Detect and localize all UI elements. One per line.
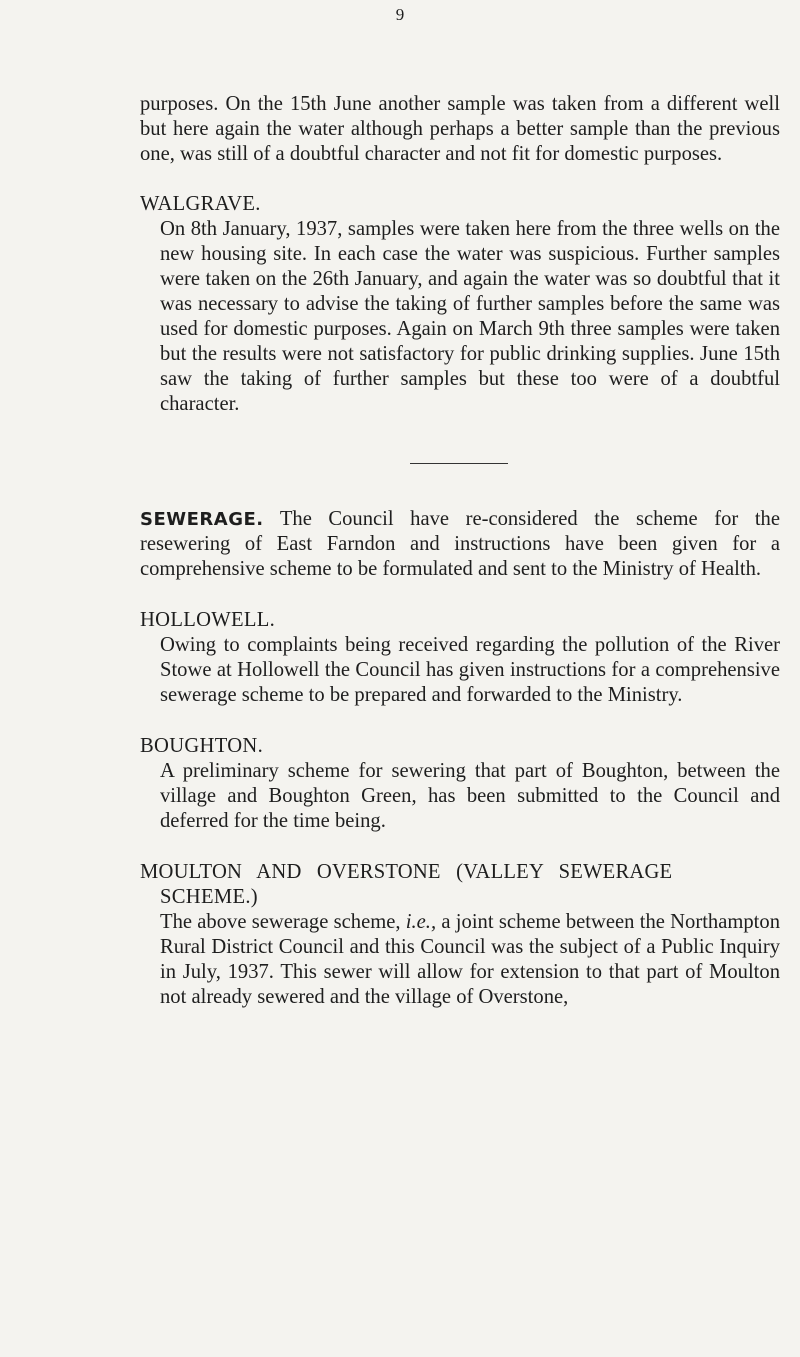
sewerage-heading: SEWERAGE. [140,509,264,530]
page-number: 9 [395,5,405,24]
moulton-paragraph [160,910,780,1010]
moulton-text-italic: i.e., [405,911,437,933]
sewerage-text: The Council have re-considered the scheme for the resewering of East Farndon and instructions have been given for a comprehensive scheme to be formulated and sent to the Ministry of Health. [140,508,780,580]
sewerage-paragraph [140,507,780,582]
moulton-heading-line1: MOULTON AND OVERSTONE (VALLEY SEWERAGE [140,861,673,883]
hollowell-section [140,608,780,708]
boughton-paragraph: A preliminary scheme for sewering that part of Boughton, between the village and Boughton Green, has been submitted to the Council and deferred for the time being. [160,760,780,832]
moulton-text-end: a joint scheme between the Northampton Rural District Council and this Council was the subject of a Public Inquiry in July, 1937. This sewer will allow for extension to that part of Moulton not already sewered and the village of Overstone, [160,911,780,1008]
boughton-heading: BOUGHTON. [140,735,264,757]
moulton-section [140,860,780,1010]
walgrave-heading: WALGRAVE. [140,193,261,215]
moulton-text-start: The above sewerage scheme, [160,911,406,933]
walgrave-section [140,192,780,417]
walgrave-paragraph: On 8th January, 1937, samples were taken here from the three wells on the new housing site. In each case the water was suspicious. Further samples were taken on the 26th January, and again the water was so doubtful that it was necessary to advise the taking of further samples before the same was used for domestic purposes. Again on March 9th three samples were taken but the results were not satisfactory for public drinking supplies. June 15th saw the taking of further samples but these too were of a doubtful character. [160,218,780,415]
page-content [140,92,780,1036]
boughton-section [140,734,780,834]
hollowell-paragraph: Owing to complaints being received regarding the pollution of the River Stowe at Hollowell the Council has given instructions for a comprehensive sewerage scheme to be prepared and forwarded to the Ministry. [160,634,780,706]
moulton-heading-line2: SCHEME.) [160,886,258,908]
hollowell-heading: HOLLOWELL. [140,609,276,631]
section-divider [410,463,508,464]
intro-paragraph: purposes. On the 15th June another sample was taken from a different well but here again the water although perhaps a better sample than the previous one, was still of a doubtful character and not fit for domestic purposes. [140,93,780,165]
sewerage-section [140,507,780,582]
